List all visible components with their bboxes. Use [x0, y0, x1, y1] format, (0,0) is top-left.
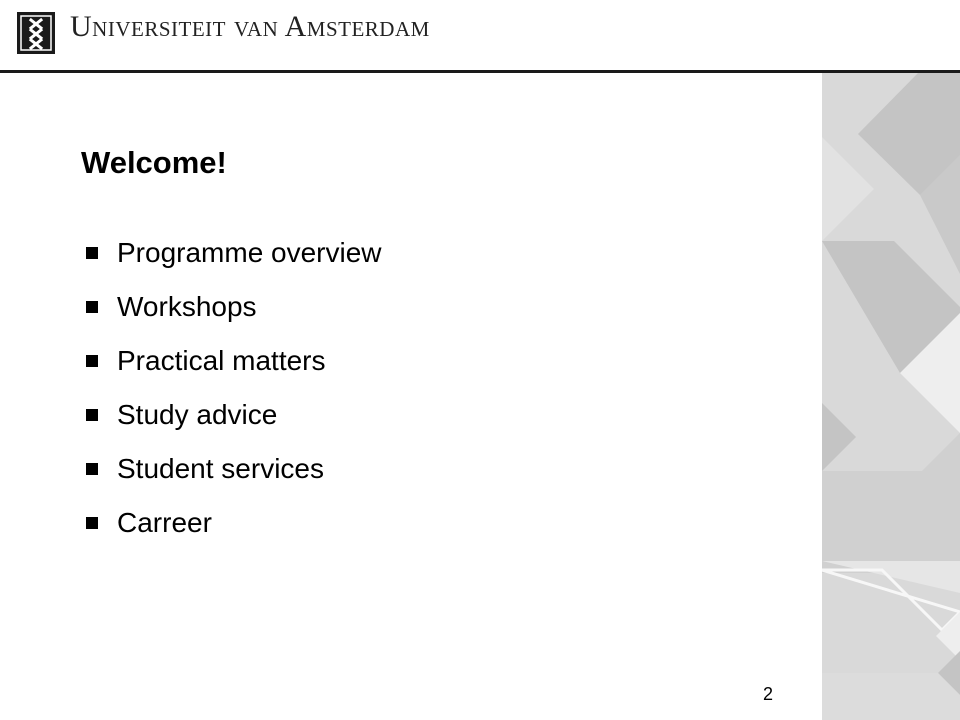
slide-title: Welcome! — [81, 145, 227, 180]
bullet-item — [86, 280, 382, 334]
slide-header — [0, 0, 960, 72]
decorative-side-panel — [822, 73, 960, 720]
square-bullet-icon — [86, 355, 98, 367]
organization-name: Universiteit van Amsterdam — [70, 10, 430, 43]
bullet-item — [86, 226, 382, 280]
bullet-item — [86, 442, 382, 496]
bullet-item — [86, 334, 382, 388]
bullet-label: Workshops — [117, 291, 257, 322]
header-divider — [0, 70, 960, 73]
bullet-list — [86, 226, 382, 550]
square-bullet-icon — [86, 517, 98, 529]
bullet-item — [86, 496, 382, 550]
bullet-label: Carreer — [117, 507, 212, 538]
bullet-label: Study advice — [117, 399, 278, 430]
page-number: 2 — [763, 684, 774, 704]
bullet-label: Practical matters — [117, 345, 326, 376]
university-logo-icon — [17, 12, 55, 54]
bullet-label: Student services — [117, 453, 324, 484]
bullet-label: Programme overview — [117, 237, 382, 268]
square-bullet-icon — [86, 247, 98, 259]
square-bullet-icon — [86, 463, 98, 475]
bullet-item — [86, 388, 382, 442]
square-bullet-icon — [86, 301, 98, 313]
square-bullet-icon — [86, 409, 98, 421]
